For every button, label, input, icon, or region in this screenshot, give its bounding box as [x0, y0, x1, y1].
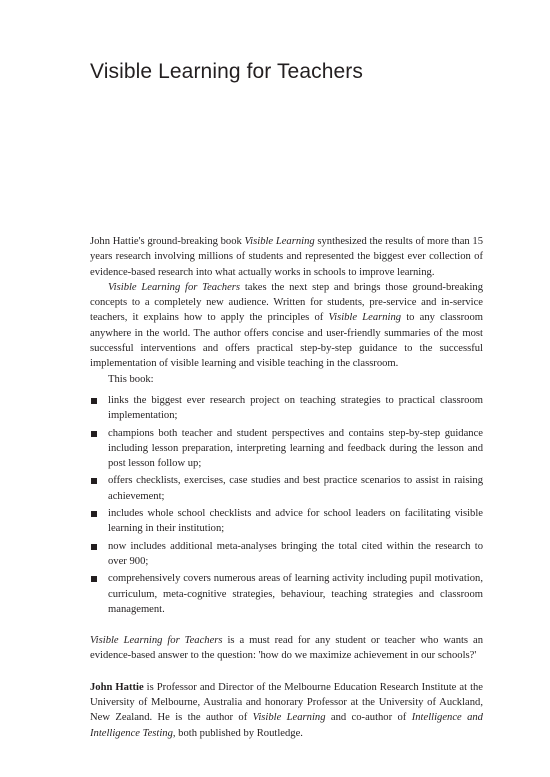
square-bullet-icon: [91, 511, 97, 517]
description-paragraph: [90, 280, 483, 372]
bio-text: , both published by Routledge.: [172, 727, 303, 739]
list-item-text: now includes additional meta-analyses bringing the total cited within the research to over 900;: [108, 540, 483, 567]
list-item: [90, 393, 483, 424]
list-item: [90, 571, 483, 617]
book-title-italic: Visible Learning: [252, 712, 326, 724]
list-item-text: champions both teacher and student perspectives and contains step-by-step guidance including lesson preparation, interpreting learning and feedback during the lesson and post lesson follow up;: [108, 427, 483, 470]
list-item: [90, 539, 483, 570]
bio-text: is Professor and Director of the Melbourne Education Research Institute at the University of Melbourne, Australia and honorary Professor at the University of Auckland, New Zealand. He is the author of: [90, 681, 484, 724]
list-item-text: offers checklists, exercises, case studies and best practice scenarios to assist in raising achievement;: [108, 475, 483, 502]
book-title-italic: Visible Learning: [328, 312, 402, 324]
list-item-text: comprehensively covers numerous areas of learning activity including pupil motivation, curriculum, meta-cognitive strategies, behaviour, teaching strategies and classroom management.: [108, 573, 483, 615]
list-item: [90, 426, 483, 472]
list-item: [90, 506, 483, 537]
book-title-italic: Visible Learning for Teachers: [90, 635, 223, 647]
list-item-text: links the biggest ever research project on teaching strategies to practical classroom implementation;: [108, 394, 483, 422]
square-bullet-icon: [91, 544, 97, 550]
bio-text: and co-author of: [325, 712, 412, 724]
list-lead-in: This book:: [108, 373, 154, 385]
description-text: takes the next step and brings those ground-breaking concepts to a completely new audience. Written for students, pre-service and in-service teachers, it explains how to apply the principles of: [90, 281, 484, 324]
description-text: to any classroom anywhere in the world. The author offers concise and user-friendly summaries of the most successful interventions and offers practical step-by-step guidance to the successful implementation of visible learning and visible teaching in the classroom.: [90, 312, 484, 370]
intro-paragraph: [90, 234, 483, 280]
closing-text: is a must read for any student or teacher who wants an evidence-based answer to the question: 'how do we maximize achievement in our schools?': [90, 635, 483, 662]
list-item-text: includes whole school checklists and advice for school leaders on facilitating visible learning in their institution;: [108, 508, 483, 535]
list-item: [90, 473, 483, 504]
book-title-italic: Visible Learning for Teachers: [108, 281, 241, 293]
intro-text: synthesized the results of more than 15 years research involving millions of students and represented the biggest ever collection of evidence-based research into what actually works in schools to improve learning.: [90, 236, 483, 278]
book-description: [90, 234, 483, 741]
closing-paragraph: [90, 633, 483, 664]
author-name: John Hattie: [90, 681, 144, 693]
feature-list: [90, 393, 483, 617]
book-title-italic: Intelligence and Intelligence Testing: [90, 712, 483, 739]
square-bullet-icon: [91, 431, 97, 437]
square-bullet-icon: [91, 576, 97, 582]
author-bio: [90, 680, 483, 741]
square-bullet-icon: [91, 478, 97, 484]
intro-text: John Hattie's ground-breaking book: [90, 236, 245, 247]
square-bullet-icon: [91, 398, 97, 404]
book-title-italic: Visible Learning: [244, 236, 315, 247]
page-title: Visible Learning for Teachers: [90, 60, 363, 83]
